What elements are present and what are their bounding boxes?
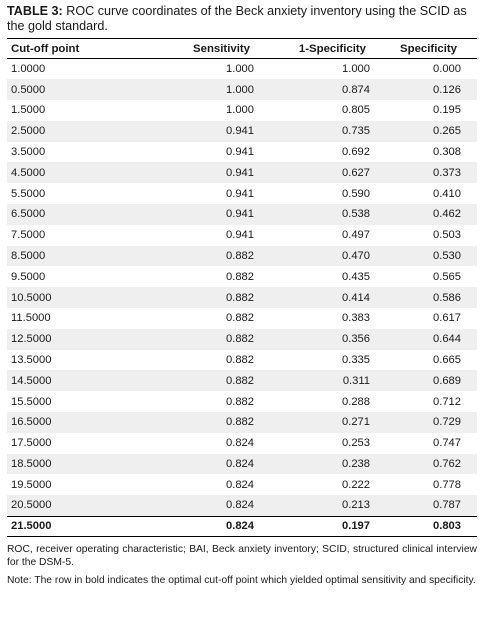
cell-one-minus-specificity: 0.470 (342, 250, 370, 263)
cell-specificity: 0.565 (433, 270, 461, 283)
table-row (7, 266, 477, 287)
table-row (7, 329, 477, 350)
cell-sensitivity: 0.882 (226, 354, 254, 367)
cell-cutoff-point: 19.5000 (11, 478, 52, 491)
table-row (7, 121, 477, 142)
cell-sensitivity: 0.882 (226, 395, 254, 408)
table-row (7, 412, 477, 433)
cell-specificity: 0.747 (433, 437, 461, 450)
cell-specificity: 0.803 (433, 520, 461, 533)
cell-sensitivity: 0.882 (226, 374, 254, 387)
cell-specificity: 0.762 (433, 458, 461, 471)
cell-specificity: 0.644 (433, 333, 461, 346)
cell-cutoff-point: 14.5000 (11, 374, 52, 387)
cell-one-minus-specificity: 0.805 (342, 104, 370, 117)
cell-specificity: 0.530 (433, 250, 461, 263)
table-row (7, 370, 477, 391)
cell-sensitivity: 0.824 (226, 437, 254, 450)
cell-specificity: 0.617 (433, 312, 461, 325)
cell-specificity: 0.462 (433, 208, 461, 221)
cell-cutoff-point: 11.5000 (11, 312, 51, 325)
cell-sensitivity: 1.000 (226, 63, 254, 76)
cell-specificity: 0.586 (433, 291, 461, 304)
cell-sensitivity: 0.882 (226, 291, 254, 304)
cell-specificity: 0.712 (433, 395, 461, 408)
roc-coordinates-table (7, 38, 477, 537)
cell-cutoff-point: 13.5000 (11, 354, 52, 367)
table-row (7, 287, 477, 308)
cell-sensitivity: 0.941 (226, 187, 254, 200)
table-row (7, 454, 477, 475)
note-footnote: Note: The row in bold indicates the optimal cut-off point which yielded optimal sensitivity and specificity. (7, 575, 476, 587)
table-row (7, 391, 477, 412)
table-row (7, 79, 477, 100)
table-caption (7, 0, 477, 38)
cell-sensitivity: 0.941 (226, 125, 254, 138)
table-row (7, 100, 477, 121)
table-caption-text: ROC curve coordinates of the Beck anxiety inventory using the SCID as the gold standard. (7, 4, 467, 33)
cell-one-minus-specificity: 0.435 (342, 270, 370, 283)
cell-cutoff-point: 3.5000 (11, 146, 46, 159)
cell-cutoff-point: 17.5000 (11, 437, 52, 450)
table-row (7, 204, 477, 225)
cell-sensitivity: 0.824 (226, 520, 254, 533)
table-row (7, 142, 477, 163)
cell-cutoff-point: 21.5000 (11, 520, 52, 533)
cell-specificity: 0.665 (433, 354, 461, 367)
table-row (7, 183, 477, 204)
table-row (7, 246, 477, 267)
cell-specificity: 0.778 (433, 478, 461, 491)
cell-sensitivity: 1.000 (226, 83, 254, 96)
cell-specificity: 0.410 (433, 187, 461, 200)
header-one-minus-specificity: 1-Specificity (298, 42, 366, 55)
table-row (7, 225, 477, 246)
cell-cutoff-point: 4.5000 (11, 166, 46, 179)
table-row (7, 59, 477, 80)
cell-one-minus-specificity: 0.356 (342, 333, 370, 346)
cell-one-minus-specificity: 0.213 (342, 499, 370, 512)
cell-sensitivity: 0.882 (226, 333, 254, 346)
table-footnotes (7, 544, 477, 588)
cell-cutoff-point: 1.0000 (11, 63, 46, 76)
cell-sensitivity: 0.882 (226, 270, 254, 283)
cell-cutoff-point: 18.5000 (11, 458, 52, 471)
cell-specificity: 0.373 (433, 166, 461, 179)
cell-sensitivity: 0.941 (226, 208, 254, 221)
cell-cutoff-point: 9.5000 (11, 270, 46, 283)
table-row (7, 350, 477, 371)
cell-sensitivity: 0.941 (226, 229, 254, 242)
table-row (7, 495, 477, 516)
cell-sensitivity: 0.882 (226, 416, 254, 429)
cell-cutoff-point: 20.5000 (11, 499, 52, 512)
cell-specificity: 0.308 (433, 146, 461, 159)
cell-sensitivity: 1.000 (226, 104, 254, 117)
table-row (7, 308, 477, 329)
cell-cutoff-point: 1.5000 (11, 104, 46, 117)
cell-one-minus-specificity: 0.197 (342, 520, 370, 533)
cell-cutoff-point: 2.5000 (11, 125, 46, 138)
cell-one-minus-specificity: 0.692 (342, 146, 370, 159)
table-body (7, 59, 477, 537)
cell-cutoff-point: 6.5000 (11, 208, 46, 221)
cell-specificity: 0.689 (433, 374, 461, 387)
cell-sensitivity: 0.824 (226, 499, 254, 512)
cell-specificity: 0.787 (433, 499, 461, 512)
cell-cutoff-point: 15.5000 (11, 395, 52, 408)
cell-specificity: 0.195 (433, 104, 461, 117)
cell-one-minus-specificity: 0.497 (342, 229, 370, 242)
abbreviations-footnote: ROC, receiver operating characteristic; BAI, Beck anxiety inventory; SCID, structured clinical interview for the DSM-5. (7, 544, 477, 568)
cell-sensitivity: 0.824 (226, 458, 254, 471)
cell-sensitivity: 0.882 (226, 250, 254, 263)
cell-cutoff-point: 10.5000 (11, 291, 52, 304)
table-row (7, 162, 477, 183)
cell-cutoff-point: 8.5000 (11, 250, 46, 263)
cell-cutoff-point: 7.5000 (11, 229, 46, 242)
cell-one-minus-specificity: 0.335 (342, 354, 370, 367)
cell-one-minus-specificity: 0.414 (342, 291, 370, 304)
table-row (7, 516, 477, 537)
cell-cutoff-point: 5.5000 (11, 187, 46, 200)
cell-one-minus-specificity: 0.735 (342, 125, 370, 138)
cell-one-minus-specificity: 1.000 (342, 63, 370, 76)
table-row (7, 433, 477, 454)
cell-sensitivity: 0.941 (226, 146, 254, 159)
cell-one-minus-specificity: 0.383 (342, 312, 370, 325)
cell-cutoff-point: 12.5000 (11, 333, 52, 346)
cell-sensitivity: 0.882 (226, 312, 254, 325)
header-cutoff-point: Cut-off point (11, 42, 80, 55)
table-caption-label: TABLE 3: (7, 4, 63, 18)
cell-cutoff-point: 0.5000 (11, 83, 46, 96)
cell-sensitivity: 0.824 (226, 478, 254, 491)
cell-one-minus-specificity: 0.288 (342, 395, 370, 408)
cell-one-minus-specificity: 0.874 (342, 83, 370, 96)
cell-one-minus-specificity: 0.590 (342, 187, 370, 200)
cell-one-minus-specificity: 0.253 (342, 437, 370, 450)
cell-one-minus-specificity: 0.538 (342, 208, 370, 221)
cell-specificity: 0.503 (433, 229, 461, 242)
table-header-row (7, 39, 477, 59)
cell-specificity: 0.265 (433, 125, 461, 138)
cell-sensitivity: 0.941 (226, 166, 254, 179)
cell-one-minus-specificity: 0.238 (342, 458, 370, 471)
header-specificity: Specificity (400, 42, 457, 55)
cell-one-minus-specificity: 0.627 (342, 166, 370, 179)
cell-specificity: 0.126 (433, 83, 461, 96)
cell-specificity: 0.000 (433, 63, 461, 76)
cell-one-minus-specificity: 0.311 (342, 374, 370, 387)
table-document (7, 0, 477, 588)
cell-one-minus-specificity: 0.271 (342, 416, 370, 429)
cell-specificity: 0.729 (433, 416, 461, 429)
cell-one-minus-specificity: 0.222 (342, 478, 370, 491)
header-sensitivity: Sensitivity (193, 42, 250, 55)
cell-cutoff-point: 16.5000 (11, 416, 52, 429)
table-row (7, 474, 477, 495)
